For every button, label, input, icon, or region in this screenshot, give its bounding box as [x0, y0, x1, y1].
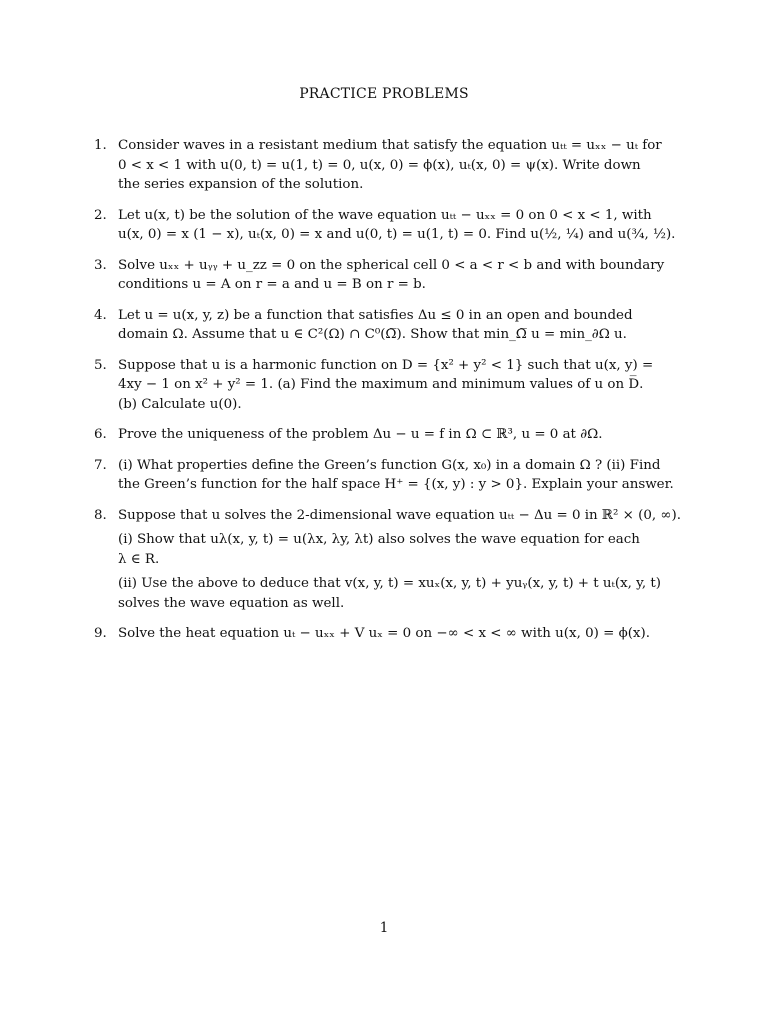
problem-item — [94, 256, 665, 295]
problem-text-line: u(x, 0) = x (1 − x), uₜ(x, 0) = x and u(0, t) = u(1, t) = 0. Find u(½, ¼) and u(¾, ½). — [118, 227, 676, 242]
problem-text-line: Let u(x, t) be the solution of the wave equation uₜₜ − uₓₓ = 0 on 0 < x < 1, with — [118, 207, 652, 223]
problem-text-line: (ii) Use the above to deduce that v(x, y, t) = xuₓ(x, y, t) + yuᵧ(x, y, t) + t uₜ(x, y, t) — [118, 576, 662, 591]
problem-number: 1. — [94, 138, 107, 153]
problem-text-line: Let u = u(x, y, z) be a function that satisfies Δu ≤ 0 in an open and bounded — [118, 307, 633, 323]
problem-number: 8. — [94, 507, 107, 523]
problem-text-line: λ ∈ R. — [118, 551, 160, 567]
problem-number: 4. — [94, 307, 107, 323]
problem-text-line: 0 < x < 1 with u(0, t) = u(1, t) = 0, u(x, 0) = ϕ(x), uₜ(x, 0) = ψ(x). Write down — [118, 157, 641, 173]
problem-text-line: Solve uₓₓ + uᵧᵧ + u_zz = 0 on the spherical cell 0 < a < r < b and with boundary — [118, 257, 665, 273]
problem-text-line: the Green’s function for the half space H⁺ = {(x, y) : y > 0}. Explain your answer. — [118, 477, 674, 492]
problem-number: 3. — [94, 257, 107, 273]
problem-text-line: Prove the uniqueness of the problem Δu − u = f in Ω ⊂ ℝ³, u = 0 at ∂Ω. — [118, 427, 603, 442]
problem-text-line: (i) What properties define the Green’s function G(x, x₀) in a domain Ω ? (ii) Find — [118, 457, 661, 473]
problem-text-line: domain Ω. Assume that u ∈ C²(Ω) ∩ C⁰(Ω̅). Show that min_Ω̅ u = min_∂Ω u. — [118, 327, 627, 342]
problem-item — [94, 206, 676, 245]
problem-item — [94, 506, 682, 614]
problem-number: 2. — [94, 207, 107, 223]
problem-text-line: the series expansion of the solution. — [118, 177, 364, 192]
problem-text-line: Suppose that u solves the 2-dimensional wave equation uₜₜ − Δu = 0 in ℝ² × (0, ∞). — [118, 507, 682, 523]
problem-item — [94, 456, 674, 495]
page-title: PRACTICE PROBLEMS — [299, 86, 469, 102]
problem-text-line: (b) Calculate u(0). — [118, 396, 242, 412]
problem-number: 7. — [94, 457, 107, 473]
problem-number: 9. — [94, 626, 107, 641]
page-number: 1 — [379, 920, 389, 936]
problem-text-line: conditions u = A on r = a and u = B on r = b. — [118, 277, 426, 292]
problem-text-line: Solve the heat equation uₜ − uₓₓ + V uₓ = 0 on −∞ < x < ∞ with u(x, 0) = ϕ(x). — [118, 626, 650, 641]
problem-item — [94, 136, 662, 195]
problem-subpart — [118, 574, 662, 613]
problem-number: 6. — [94, 427, 107, 442]
problem-subpart — [118, 530, 650, 569]
problem-text-line: solves the wave equation as well. — [118, 595, 345, 611]
problem-text-line: 4xy − 1 on x² + y² = 1. (a) Find the maximum and minimum values of u on D̅. — [118, 377, 644, 392]
problem-list — [94, 136, 682, 655]
problem-text-line: Consider waves in a resistant medium that satisfy the equation uₜₜ = uₓₓ − uₜ for — [118, 138, 662, 153]
problem-item — [94, 306, 650, 345]
problem-item — [94, 624, 650, 644]
problem-item — [94, 356, 654, 415]
problem-text-line: (i) Show that uλ(x, y, t) = u(λx, λy, λt) also solves the wave equation for each — [118, 532, 640, 547]
problem-text-line: Suppose that u is a harmonic function on D = {x² + y² < 1} such that u(x, y) = — [118, 357, 654, 373]
problem-number: 5. — [94, 357, 107, 373]
problem-item — [94, 425, 650, 445]
